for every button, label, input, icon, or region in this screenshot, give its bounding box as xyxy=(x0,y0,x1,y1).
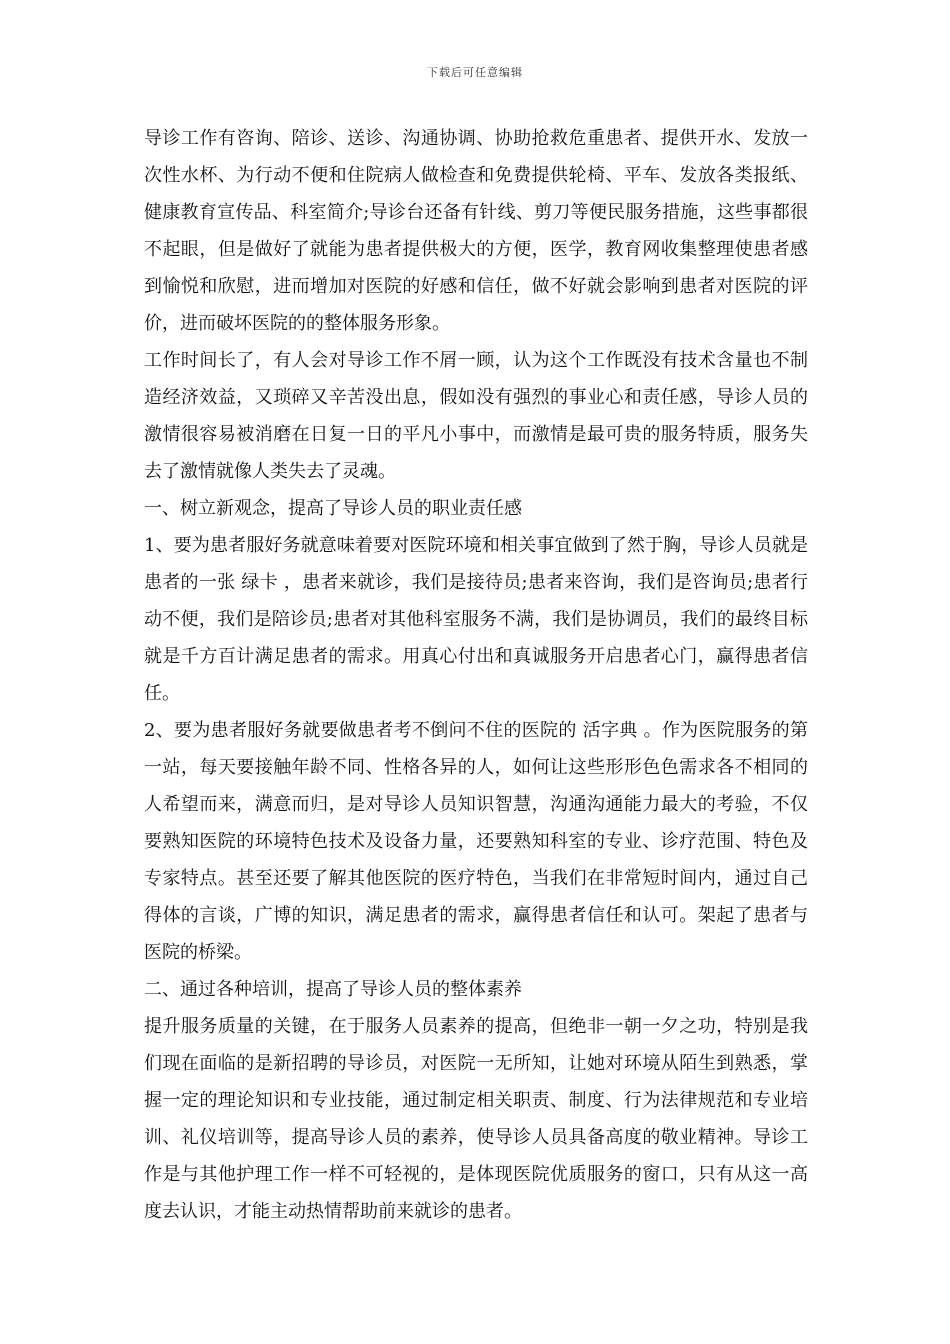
section-heading-2: 二、通过各种培训，提高了导诊人员的整体素养 xyxy=(144,979,522,1000)
paragraph-green-card: 1、要为患者服好务就意味着要对医院环境和相关事宜做到了然于胸，导诊人员就是患者的一张 绿卡 ，患者来就诊，我们是接待员;患者来咨询，我们是咨询员;患者行动不便，我们是陪诊员;患者对其他科室服务不满，我们是协调员，我们的最终目标就是千方百计满足患者的需求。用真心付出和真诚服务开启患者心门，赢得患者信任。 xyxy=(144,535,808,704)
paragraph-passion: 工作时间长了，有人会对导诊工作不屑一顾，认为这个工作既没有技术含量也不制造经济效益，又琐碎又辛苦没出息，假如没有强烈的事业心和责任感，导诊人员的激情很容易被消磨在日复一日的平凡小事中，而激情是最可贵的服务特质，服务失去了激情就像人类失去了灵魂。 xyxy=(144,350,808,482)
paragraph-intro: 导诊工作有咨询、陪诊、送诊、沟通协调、协助抢救危重患者、提供开水、发放一次性水杯、为行动不便和住院病人做检查和免费提供轮椅、平车、发放各类报纸、健康教育宣传品、科室简介;导诊台还备有针线、剪刀等便民服务措施，这些事都很不起眼，但是做好了就能为患者提供极大的方便，医学，教育网收集整理使患者感到愉悦和欣慰，进而增加对医院的好感和信任，做不好就会影响到患者对医院的评价，进而破坏医院的的整体服务形象。 xyxy=(144,128,808,334)
page-header-note: 下载后可任意编辑 xyxy=(427,66,523,79)
document-body xyxy=(144,120,808,1230)
paragraph-training: 提升服务质量的关键，在于服务人员素养的提高，但绝非一朝一夕之功，特别是我们现在面临的是新招聘的导诊员，对医院一无所知，让她对环境从陌生到熟悉，掌握一定的理论知识和专业技能，通过制定相关职责、制度、行为法律规范和专业培训、礼仪培训等，提高导诊人员的素养，使导诊人员具备高度的敬业精神。导诊工作是与其他护理工作一样不可轻视的，是体现医院优质服务的窗口，只有从这一高度去认识，才能主动热情帮助前来就诊的患者。 xyxy=(144,1016,808,1222)
paragraph-living-dictionary: 2、要为患者服好务就要做患者考不倒问不住的医院的 活字典 。作为医院服务的第一站，每天要接触年龄不同、性格各异的人，如何让这些形形色色需求各不相同的人希望而来，满意而归，是对导诊人员知识智慧，沟通沟通能力最大的考验，不仅要熟知医院的环境特色技术及设备力量，还要熟知科室的专业、诊疗范围、特色及专家特点。甚至还要了解其他医院的医疗特色，当我们在非常短时间内，通过自己得体的言谈，广博的知识，满足患者的需求，赢得患者信任和认可。架起了患者与医院的桥梁。 xyxy=(144,720,808,963)
section-heading-1: 一、树立新观念，提高了导诊人员的职业责任感 xyxy=(144,498,522,519)
